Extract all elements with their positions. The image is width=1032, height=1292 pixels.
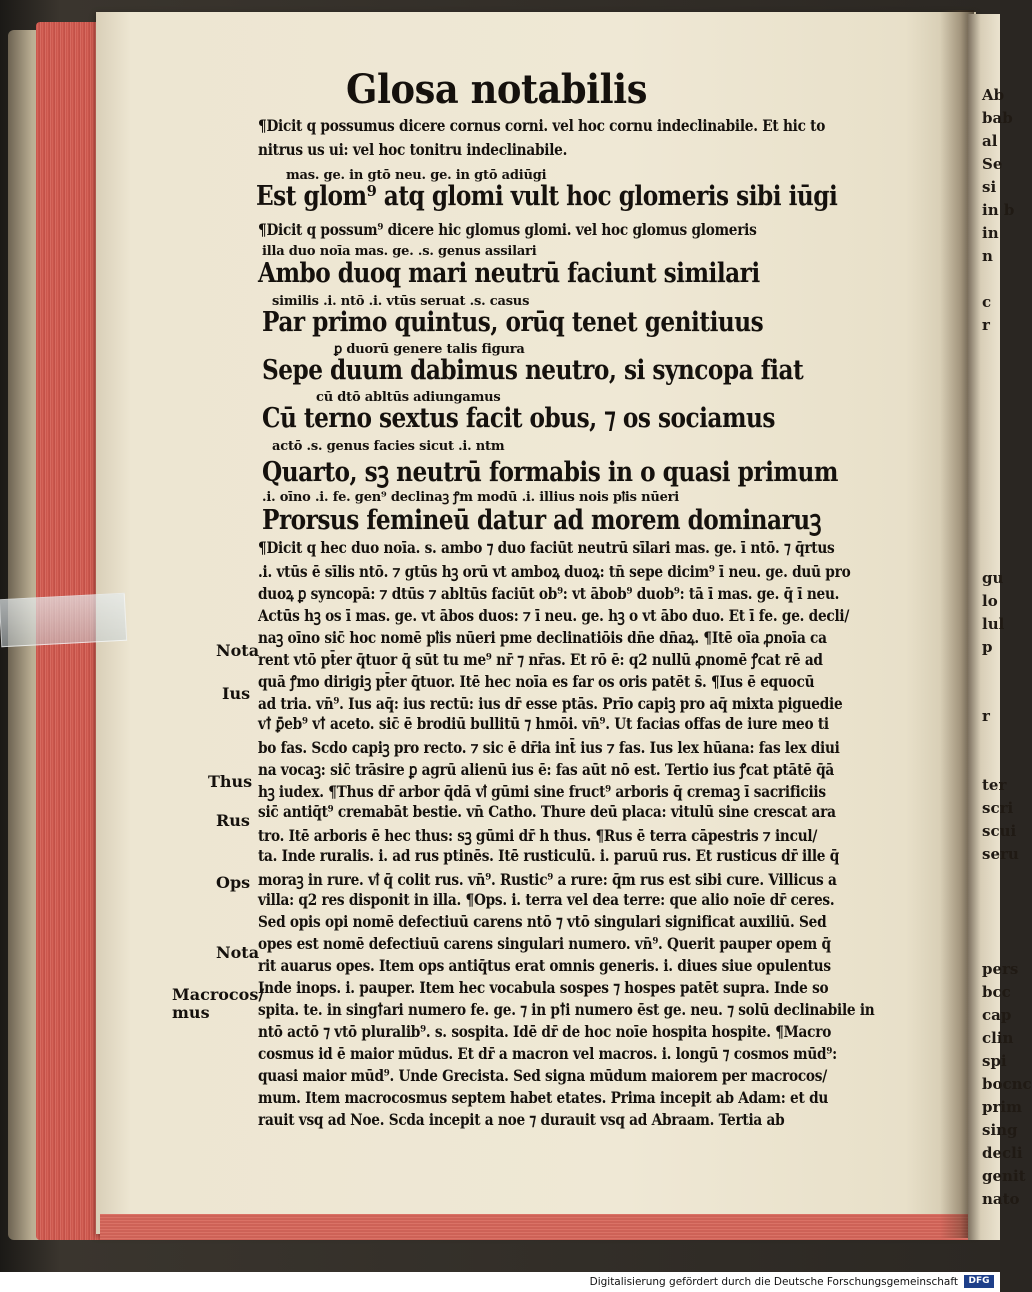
commentary-line: spita. te. in singꝉari numero fe. ge. ⁊ in pꝉi numero ēst ge. neu. ⁊ solū declinabile in (258, 1000, 875, 1019)
verse-line: Prorsus femineū datur ad morem dominaruꝫ (262, 505, 821, 536)
interlinear-gloss: .i. oīno .i. fe. gen⁹ declinaꝫ ꝭm modū .i. illius nois pꝉis nūeri (262, 490, 680, 505)
interlinear-gloss: actō .s. genus facies sicut .i. ntm (272, 439, 505, 454)
commentary-line: na vocaꝫ: sic̄ trāsire ꝑ agrū alienū ius ē: fas aūt nō est. Tertio ius ꝭcat ptātē q̄ā (258, 760, 835, 779)
commentary-line: sic̄ antiq̄t⁹ cremabāt bestie. vn̄ Catho. Thure deū placa: vitulū sine crescat ara (258, 802, 836, 821)
margin-note: Nota (216, 641, 260, 660)
commentary-line: Inde inops. i. pauper. Item hec vocabula sospes ⁊ hospes patēt supra. Inde so (258, 978, 829, 997)
margin-note: Ius (222, 684, 251, 703)
margin-note: Macrocos/ (172, 985, 265, 1004)
margin-note: Rus (216, 811, 250, 830)
margin-note: Thus (208, 772, 253, 791)
commentary-line: ¶Dicit q possum⁹ dicere hic glomus glomi. vel hoc glomus glomeris (258, 220, 757, 239)
verse-line: Par primo quintus, orūq tenet genitiuus (262, 307, 764, 338)
commentary-line: Actūs hꝫ os ī mas. ge. vt ābos duos: ⁊ ī neu. ge. hꝫ o vt ābo duo. Et ī fe. ge. decli/ (258, 606, 850, 625)
commentary-line: hꝫ iudex. ¶Thus dr̄ arbor q̄dā vꝉ gūmi sine fruct⁹ arboris q̄ cremaꝫ ī sacrificiis (258, 782, 826, 801)
interlinear-gloss: cū dtō abltūs adiungamus (316, 390, 501, 405)
margin-note: Nota (216, 943, 260, 962)
commentary-line: quasi maior mūd⁹. Unde Grecista. Sed signa mūdum maiorem per macrocos/ (258, 1066, 827, 1085)
commentary-line: .i. vtūs ē sīlis ntō. ⁊ gtūs hꝫ orū vt amboꝝ duoꝝ: tn̄ sepe dicim⁹ ī neu. ge. duū pro (258, 562, 851, 581)
interlinear-gloss: similis .i. ntō .i. vtūs seruat .s. casus (272, 294, 530, 309)
verse-line: Est glom⁹ atq glomi vult hoc glomeris sibi iūgi (256, 181, 838, 212)
margin-note: mus (172, 1003, 210, 1022)
footer-bar (0, 1272, 1000, 1292)
footer-credit: Digitalisierung gefördert durch die Deutsche Forschungsgemeinschaft (589, 1276, 958, 1288)
commentary-line: opes est nomē defectiuū carens singulari numero. vn̄⁹. Querit pauper opem q̄ (258, 934, 831, 953)
page-heading: Glosa notabilis (346, 66, 647, 113)
commentary-line: ad tria. vn̄⁹. Ius aq̄: ius rectū: ius dr̄ esse ptās. Prīo capiꝫ pro aq̄ mixta piguedie (258, 694, 843, 713)
interlinear-gloss: illa duo noīa mas. ge. .s. genus assilari (262, 244, 537, 259)
facing-page-text: Ab bab al Se si in b in n c r gu lo lul p r ter scri scui seru pers bcc cap clin spi bocnc prim sing decli genit nato (982, 86, 1032, 1208)
verse-line: Quarto, sꝫ neutrū formabis in o quasi primum (262, 457, 838, 488)
commentary-line: naꝫ oīno sic̄ hoc nomē pꝉis nūeri pme declinatiōis dn̄e dn̄aꝝ. ¶Itē oīa ꝓnoīa ca (258, 628, 827, 647)
commentary-line: tro. Itē arboris ē hec thus: sꝫ gūmi dr̄ h thus. ¶Rus ē terra cāpestris ⁊ incul/ (258, 826, 818, 845)
verse-line: Ambo duoq mari neutrū faciunt similari (258, 258, 760, 289)
commentary-line: vꝉ ꝑ̄eb⁹ vꝉ aceto. sic̄ ē brodiū bullitū ⁊ hmōi. vn̄⁹. Ut facias offas de iure meo ti (258, 714, 829, 733)
interlinear-gloss: mas. ge. in gtō neu. ge. in gtō adiūgi (286, 168, 547, 183)
commentary-line: ntō actō ⁊ vtō pluralib⁹. s. sospita. Idē dr̄ de hoc noīe hospita hospite. ¶Macro (258, 1022, 832, 1041)
commentary-line: cosmus id ē maior mūdus. Et dr̄ a macron vel macros. i. longū ⁊ cosmos mūd⁹: (258, 1044, 837, 1063)
commentary-line: quā ꝭmo dirigiꝫ pt̄er q̄tuor. Itē hec noīa es far os oris patēt s̄. ¶Ius ē equocū (258, 672, 815, 691)
commentary-line: rauit vsq ad Noe. Scda incepit a noe ⁊ durauit vsq ad Abraam. Tertia ab (258, 1110, 785, 1129)
commentary-line: nitrus us ui: vel hoc tonitru indeclinabile. (258, 140, 568, 159)
commentary-line: Sed opis opi nomē defectiuū carens ntō ⁊ vtō singulari significat auxiliū. Sed (258, 912, 827, 931)
commentary-line: ¶Dicit q possumus dicere cornus corni. vel hoc cornu indeclinabile. Et hic to (258, 116, 826, 135)
dfg-logo: DFG (964, 1275, 994, 1288)
commentary-line: duoꝝ ꝑ syncopā: ⁊ dtūs ⁊ abltūs faciūt ob⁹: vt ābob⁹ duob⁹: tā ī mas. ge. q̄ ī neu. (258, 584, 840, 603)
margin-note: Ops (216, 873, 251, 892)
commentary-line: moraꝫ in rure. vꝉ q̄ colit rus. vn̄⁹. Rustic⁹ a rure: q̄m rus est sibi cure. Villicus a (258, 870, 837, 889)
commentary-line: bo fas. Scdo capiꝫ pro recto. ⁊ sic ē dr̄ia int̄ ius ⁊ fas. Ius lex hūana: fas lex diui (258, 738, 840, 757)
commentary-line: ¶Dicit q hec duo noīa. s. ambo ⁊ duo faciūt neutrū sīlari mas. ge. ī ntō. ⁊ q̄rtus (258, 538, 835, 557)
interlinear-gloss: ꝑ duorū genere talis figura (334, 342, 525, 357)
commentary-line: ta. Inde ruralis. i. ad rus ptinēs. Itē rusticulū. i. paruū rus. Et rusticus dr̄ ille q̄ (258, 846, 840, 865)
commentary-line: villa: q2 res disponit in illa. ¶Ops. i. terra vel dea terre: que alio noīe dr̄ ceres. (258, 890, 835, 909)
commentary-line: rent vtō pt̄er q̄tuor q̄ sūt tu me⁹ nr̄ ⁊ nr̄as. Et rō ē: q2 nullū ꝓnomē ꝭcat rē ad (258, 650, 823, 669)
commentary-line: rit auarus opes. Item ops antiq̄tus erat omnis generis. i. diues siue opulentus (258, 956, 831, 975)
verse-line: Sepe duum dabimus neutro, si syncopa fiat (262, 355, 804, 386)
verse-line: Cū terno sextus facit obus, ⁊ os sociamus (262, 403, 775, 434)
commentary-line: mum. Item macrocosmus septem habet etates. Prima incepit ab Adam: et du (258, 1088, 829, 1107)
